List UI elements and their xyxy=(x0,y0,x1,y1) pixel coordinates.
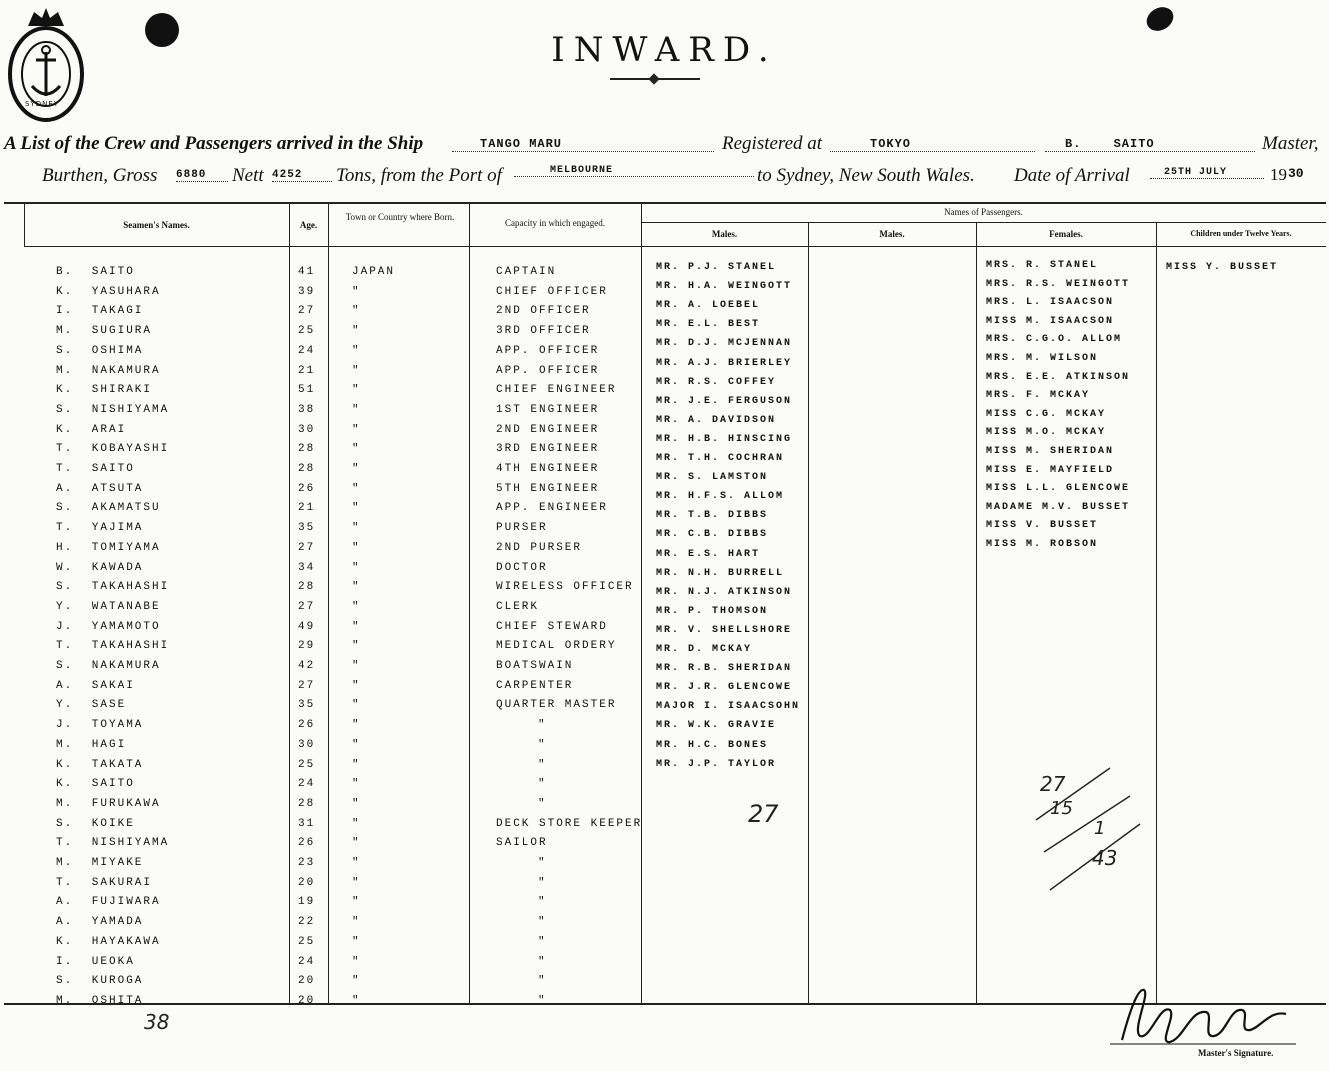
nett-tons: 4252 xyxy=(272,169,332,182)
crew-age: 35 xyxy=(298,522,316,534)
master-label: Master, xyxy=(1262,133,1319,154)
crew-capacity: 2ND PURSER xyxy=(496,542,583,554)
crew-capacity: " xyxy=(538,759,547,771)
female-passenger: MISS M. ISAACSON xyxy=(986,316,1115,327)
crew-capacity: " xyxy=(538,896,547,908)
crew-capacity: CAPTAIN xyxy=(496,266,557,278)
crew-name: A. YAMADA xyxy=(56,916,144,928)
crew-capacity: CARPENTER xyxy=(496,680,574,692)
destination-label: to Sydney, New South Wales. xyxy=(757,165,975,186)
crew-name: S. OSHIMA xyxy=(56,345,144,357)
crew-name: M. NAKAMURA xyxy=(56,365,161,377)
crew-birthplace: " xyxy=(352,759,361,771)
master-name: B. SAITO xyxy=(1045,137,1255,152)
crew-birthplace: " xyxy=(352,699,361,711)
burthen-label: Burthen, Gross xyxy=(42,165,158,186)
female-passenger: MRS. F. MCKAY xyxy=(986,390,1091,401)
male-passenger: MR. D. MCKAY xyxy=(656,644,753,655)
crew-birthplace: " xyxy=(352,581,361,593)
arrival-year: 30 xyxy=(1288,166,1304,181)
crew-birthplace: " xyxy=(352,818,361,830)
crew-birthplace: " xyxy=(352,719,361,731)
crew-name: M. HAGI xyxy=(56,739,127,751)
crew-name: K. HAYAKAWA xyxy=(56,936,161,948)
male-passenger: MR. N.J. ATKINSON xyxy=(656,587,793,598)
crew-name: J. YAMAMOTO xyxy=(56,621,161,633)
crew-age: 23 xyxy=(298,857,316,869)
crew-birthplace: " xyxy=(352,877,361,889)
crew-age: 51 xyxy=(298,384,316,396)
crew-birthplace: " xyxy=(352,896,361,908)
male-passenger: MR. W.K. GRAVIE xyxy=(656,720,777,731)
col-rule xyxy=(808,222,809,1003)
crew-name: Y. WATANABE xyxy=(56,601,161,613)
crew-age: 29 xyxy=(298,640,316,652)
year-prefix: 19 xyxy=(1270,165,1287,184)
female-passenger: MRS. R.S. WEINGOTT xyxy=(986,279,1131,290)
col-rule xyxy=(328,202,329,1003)
crew-name: S. AKAMATSU xyxy=(56,502,161,514)
registered-port: TOKYO xyxy=(830,137,1035,152)
col-header-names: Seamen's Names. xyxy=(123,220,190,230)
crew-age: 24 xyxy=(298,778,316,790)
crew-birthplace: " xyxy=(352,365,361,377)
crew-capacity: " xyxy=(538,936,547,948)
crew-capacity: SAILOR xyxy=(496,837,548,849)
crew-capacity: WIRELESS OFFICER xyxy=(496,581,634,593)
female-passenger: MRS. E.E. ATKINSON xyxy=(986,372,1131,383)
table-top-rule xyxy=(4,202,1326,204)
crew-birthplace: " xyxy=(352,739,361,751)
crew-name: M. SUGIURA xyxy=(56,325,153,337)
crew-birthplace: " xyxy=(352,956,361,968)
crew-birthplace: " xyxy=(352,936,361,948)
col-header-town: Town or Country where Born. xyxy=(345,212,455,222)
crew-birthplace: " xyxy=(352,384,361,396)
crew-name: S. KUROGA xyxy=(56,975,144,987)
male-passenger: MR. J.R. GLENCOWE xyxy=(656,682,793,693)
female-passenger: MISS M.O. MCKAY xyxy=(986,427,1107,438)
tally-a: 27 xyxy=(1040,772,1066,796)
crew-name: K. SHIRAKI xyxy=(56,384,153,396)
col-rule xyxy=(1156,222,1157,1003)
crew-name: T. SAKURAI xyxy=(56,877,153,889)
male-passenger: MR. J.P. TAYLOR xyxy=(656,759,777,770)
crew-capacity: " xyxy=(538,857,547,869)
crew-age: 26 xyxy=(298,719,316,731)
tally-c: 1 xyxy=(1094,818,1106,839)
crew-name: S. TAKAHASHI xyxy=(56,581,170,593)
crew-birthplace: " xyxy=(352,562,361,574)
crew-capacity: APP. OFFICER xyxy=(496,345,600,357)
crew-name: T. TAKAHASHI xyxy=(56,640,170,652)
crew-capacity: 3RD ENGINEER xyxy=(496,443,600,455)
crew-capacity: " xyxy=(538,877,547,889)
crew-age: 35 xyxy=(298,699,316,711)
male-passenger: MR. P. THOMSON xyxy=(656,606,769,617)
crew-age: 24 xyxy=(298,956,316,968)
male-passenger: MR. H.B. HINSCING xyxy=(656,434,793,445)
crew-capacity: 1ST ENGINEER xyxy=(496,404,600,416)
male-passenger: MR. R.S. COFFEY xyxy=(656,377,777,388)
crew-name: K. TAKATA xyxy=(56,759,144,771)
crew-name: Y. SASE xyxy=(56,699,127,711)
female-passenger: MISS C.G. MCKAY xyxy=(986,409,1107,420)
male-passenger: MR. H.A. WEINGOTT xyxy=(656,281,793,292)
crew-name: J. TOYAMA xyxy=(56,719,144,731)
crew-birthplace: " xyxy=(352,522,361,534)
col-header-passengers: Names of Passengers. xyxy=(944,207,1023,217)
crew-birthplace: " xyxy=(352,778,361,790)
crew-name: H. TOMIYAMA xyxy=(56,542,161,554)
crew-age: 20 xyxy=(298,995,316,1007)
tally-d: 43 xyxy=(1092,846,1118,870)
list-prefix: A List of the Crew and Passengers arrived in the Ship xyxy=(4,133,424,154)
male-passenger: MR. V. SHELLSHORE xyxy=(656,625,793,636)
passenger-header-rule xyxy=(641,222,1326,223)
male-passenger: MR. J.E. FERGUSON xyxy=(656,396,793,407)
female-passenger: MISS M. ROBSON xyxy=(986,539,1099,550)
crew-capacity: 3RD OFFICER xyxy=(496,325,591,337)
crew-age: 39 xyxy=(298,286,316,298)
crew-name: I. TAKAGI xyxy=(56,305,144,317)
crew-age: 34 xyxy=(298,562,316,574)
header-rule xyxy=(24,246,1326,247)
page-title: INWARD. xyxy=(551,30,778,70)
crew-birthplace: " xyxy=(352,404,361,416)
male-passenger: MR. S. LAMSTON xyxy=(656,472,769,483)
crew-age: 28 xyxy=(298,443,316,455)
crew-name: M. OSHITA xyxy=(56,995,144,1007)
crew-age: 19 xyxy=(298,896,316,908)
crew-age: 30 xyxy=(298,424,316,436)
crew-capacity: " xyxy=(538,975,547,987)
male-passenger: MR. T.B. DIBBS xyxy=(656,510,769,521)
registered-label: Registered at xyxy=(722,133,823,154)
crew-capacity: DOCTOR xyxy=(496,562,548,574)
col-header-children: Children under Twelve Years. xyxy=(1190,229,1292,238)
crew-name: K. YASUHARA xyxy=(56,286,161,298)
male-passenger: MR. E.L. BEST xyxy=(656,319,761,330)
crew-name: S. NISHIYAMA xyxy=(56,404,170,416)
crew-birthplace: " xyxy=(352,483,361,495)
nett-label: Nett xyxy=(232,165,264,186)
female-passenger: MRS. M. WILSON xyxy=(986,353,1099,364)
crew-age: 41 xyxy=(298,266,316,278)
crew-age: 24 xyxy=(298,345,316,357)
crew-capacity: QUARTER MASTER xyxy=(496,699,617,711)
col-rule xyxy=(976,222,977,1003)
crew-birthplace: " xyxy=(352,601,361,613)
male-passenger: MR. C.B. DIBBS xyxy=(656,529,769,540)
crew-birthplace: " xyxy=(352,345,361,357)
crew-age: 27 xyxy=(298,542,316,554)
crew-birthplace: " xyxy=(352,975,361,987)
male-passenger: MR. A.J. BRIERLEY xyxy=(656,358,793,369)
crew-name: T. KOBAYASHI xyxy=(56,443,170,455)
crew-capacity: " xyxy=(538,739,547,751)
crew-name: S. KOIKE xyxy=(56,818,135,830)
crew-capacity: " xyxy=(538,916,547,928)
crew-capacity: " xyxy=(538,778,547,790)
crew-age: 22 xyxy=(298,916,316,928)
crew-name: W. KAWADA xyxy=(56,562,144,574)
male-passenger: MR. T.H. COCHRAN xyxy=(656,453,785,464)
crew-age: 27 xyxy=(298,601,316,613)
crew-age: 28 xyxy=(298,581,316,593)
crew-capacity: MEDICAL ORDERY xyxy=(496,640,617,652)
crew-age: 25 xyxy=(298,936,316,948)
crew-name: S. NAKAMURA xyxy=(56,660,161,672)
crew-capacity: APP. OFFICER xyxy=(496,365,600,377)
crew-capacity: 5TH ENGINEER xyxy=(496,483,600,495)
female-passenger: MRS. L. ISAACSON xyxy=(986,297,1115,308)
crew-age: 27 xyxy=(298,305,316,317)
crew-birthplace: " xyxy=(352,463,361,475)
crew-capacity: CHIEF OFFICER xyxy=(496,286,608,298)
crew-capacity: 2ND OFFICER xyxy=(496,305,591,317)
crew-birthplace: " xyxy=(352,325,361,337)
female-passenger: MISS V. BUSSET xyxy=(986,520,1099,531)
crew-birthplace: " xyxy=(352,424,361,436)
col-rule xyxy=(289,202,290,1003)
crew-name: A. FUJIWARA xyxy=(56,896,161,908)
crew-birthplace: " xyxy=(352,916,361,928)
crew-age: 20 xyxy=(298,877,316,889)
crew-birthplace: " xyxy=(352,286,361,298)
crew-age: 28 xyxy=(298,463,316,475)
crew-name: I. UEOKA xyxy=(56,956,135,968)
male-passenger: MR. A. LOEBEL xyxy=(656,300,761,311)
crew-capacity: BOATSWAIN xyxy=(496,660,574,672)
crew-age: 26 xyxy=(298,837,316,849)
crew-name: A. ATSUTA xyxy=(56,483,144,495)
crew-birthplace: " xyxy=(352,660,361,672)
crew-name: T. YAJIMA xyxy=(56,522,144,534)
crew-age: 26 xyxy=(298,483,316,495)
header-line-1 xyxy=(4,133,423,155)
crew-age: 27 xyxy=(298,680,316,692)
crew-age: 49 xyxy=(298,621,316,633)
male-passenger: MR. P.J. STANEL xyxy=(656,262,777,273)
crew-capacity: " xyxy=(538,995,547,1007)
male-passenger: MR. E.S. HART xyxy=(656,549,761,560)
arrival-label: Date of Arrival xyxy=(1014,165,1130,186)
crew-name: T. NISHIYAMA xyxy=(56,837,170,849)
col-header-capacity: Capacity in which engaged. xyxy=(505,218,605,228)
arrival-date: 25TH JULY xyxy=(1150,167,1264,179)
female-passenger: MRS. C.G.O. ALLOM xyxy=(986,334,1123,345)
signature-label: Master's Signature. xyxy=(1198,1048,1274,1058)
crew-total-annotation: 38 xyxy=(144,1010,170,1034)
crew-age: 21 xyxy=(298,502,316,514)
ship-name: TANGO MARU xyxy=(452,137,714,152)
male-passenger: MR. H.C. BONES xyxy=(656,740,769,751)
crew-capacity: " xyxy=(538,798,547,810)
crew-capacity: CLERK xyxy=(496,601,540,613)
male-passenger: MR. A. DAVIDSON xyxy=(656,415,777,426)
male-passenger: MR. H.F.S. ALLOM xyxy=(656,491,785,502)
crew-birthplace: " xyxy=(352,502,361,514)
tons-label: Tons, from the Port of xyxy=(336,165,502,186)
crew-birthplace: " xyxy=(352,640,361,652)
male-passenger: MR. D.J. MCJENNAN xyxy=(656,338,793,349)
crew-capacity: PURSER xyxy=(496,522,548,534)
crew-birthplace: " xyxy=(352,837,361,849)
crew-age: 21 xyxy=(298,365,316,377)
crew-name: K. SAITO xyxy=(56,778,135,790)
child-passenger: MISS Y. BUSSET xyxy=(1166,262,1279,273)
male-passenger: MR. R.B. SHERIDAN xyxy=(656,663,793,674)
crew-name: A. SAKAI xyxy=(56,680,135,692)
crew-name: M. FURUKAWA xyxy=(56,798,161,810)
crew-birthplace: " xyxy=(352,798,361,810)
crew-birthplace: " xyxy=(352,542,361,554)
female-passenger: MISS L.L. GLENCOWE xyxy=(986,483,1131,494)
crew-name: B. SAITO xyxy=(56,266,135,278)
port-of-origin: MELBOURNE xyxy=(514,165,754,177)
female-passenger: MRS. R. STANEL xyxy=(986,260,1099,271)
col-rule xyxy=(641,202,642,1003)
master-signature xyxy=(1110,980,1300,1052)
crew-name: M. MIYAKE xyxy=(56,857,144,869)
crew-capacity: DECK STORE KEEPER xyxy=(496,818,643,830)
crew-capacity: APP. ENGINEER xyxy=(496,502,608,514)
crew-birthplace: " xyxy=(352,995,361,1007)
crew-age: 42 xyxy=(298,660,316,672)
col-header-age: Age. xyxy=(299,220,318,230)
crew-birthplace: " xyxy=(352,621,361,633)
crew-age: 25 xyxy=(298,325,316,337)
tally-b: 15 xyxy=(1050,798,1073,819)
crew-capacity: " xyxy=(538,956,547,968)
crew-capacity: 4TH ENGINEER xyxy=(496,463,600,475)
crew-capacity: CHIEF ENGINEER xyxy=(496,384,617,396)
female-passenger: MADAME M.V. BUSSET xyxy=(986,502,1131,513)
crew-capacity: 2ND ENGINEER xyxy=(496,424,600,436)
males-total-annotation: 27 xyxy=(748,800,779,828)
col-header-females: Females. xyxy=(1049,229,1083,239)
crew-age: 25 xyxy=(298,759,316,771)
crew-birthplace: " xyxy=(352,857,361,869)
female-passenger: MISS E. MAYFIELD xyxy=(986,465,1115,476)
crew-birthplace: JAPAN xyxy=(352,266,396,278)
col-header-males: Males. xyxy=(711,229,738,239)
crew-name: K. ARAI xyxy=(56,424,127,436)
crew-capacity: CHIEF STEWARD xyxy=(496,621,608,633)
male-passenger: MAJOR I. ISAACSOHN xyxy=(656,701,801,712)
crew-age: 30 xyxy=(298,739,316,751)
crew-birthplace: " xyxy=(352,443,361,455)
crew-capacity: " xyxy=(538,719,547,731)
col-rule xyxy=(469,202,470,1003)
title-ornament xyxy=(610,78,700,80)
crew-birthplace: " xyxy=(352,680,361,692)
crew-age: 20 xyxy=(298,975,316,987)
crew-name: T. SAITO xyxy=(56,463,135,475)
gross-tons: 6880 xyxy=(176,169,228,182)
crew-age: 38 xyxy=(298,404,316,416)
seal-text: SYDNEY xyxy=(25,100,60,108)
crew-age: 28 xyxy=(298,798,316,810)
female-passenger: MISS M. SHERIDAN xyxy=(986,446,1115,457)
crew-birthplace: " xyxy=(352,305,361,317)
col-header-males-2: Males. xyxy=(879,229,905,239)
crew-age: 31 xyxy=(298,818,316,830)
male-passenger: MR. N.H. BURRELL xyxy=(656,568,785,579)
